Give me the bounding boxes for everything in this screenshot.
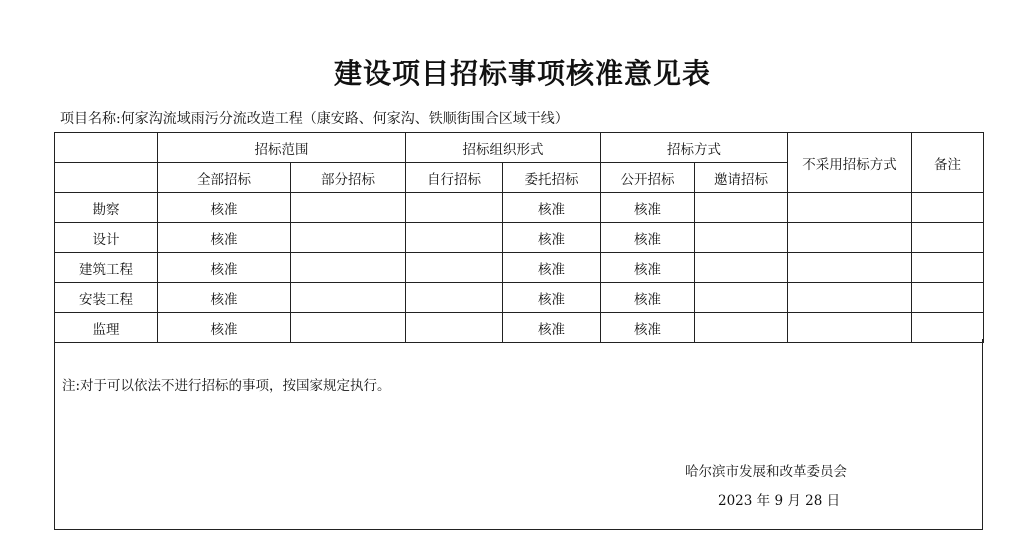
document-title: 建设项目招标事项核准意见表 (333, 57, 711, 90)
table-row (55, 313, 984, 343)
cell-remarks (912, 193, 984, 223)
table-row (55, 253, 984, 283)
cell-invited (695, 313, 788, 343)
cell-full: 核准 (158, 313, 291, 343)
header-invited: 邀请招标 (695, 163, 788, 193)
cell-remarks (912, 313, 984, 343)
cell-partial (291, 283, 406, 313)
header-remarks: 备注 (912, 133, 984, 193)
cell-no-bidding (788, 313, 912, 343)
cell-no-bidding (788, 253, 912, 283)
project-name: 项目名称:何家沟流域雨污分流改造工程（康安路、何家沟、铁顺街围合区域干线） (60, 111, 569, 127)
row-label: 建筑工程 (55, 253, 158, 283)
cell-full: 核准 (158, 223, 291, 253)
cell-entrusted: 核准 (503, 193, 601, 223)
cell-full: 核准 (158, 283, 291, 313)
corner-cell (55, 133, 158, 163)
cell-full: 核准 (158, 193, 291, 223)
cell-full: 核准 (158, 253, 291, 283)
cell-remarks (912, 223, 984, 253)
header-method: 招标方式 (601, 133, 788, 163)
header-scope: 招标范围 (158, 133, 406, 163)
cell-partial (291, 313, 406, 343)
header-full: 全部招标 (158, 163, 291, 193)
header-self: 自行招标 (406, 163, 503, 193)
cell-self (406, 253, 503, 283)
approval-table (54, 132, 984, 343)
cell-entrusted: 核准 (503, 313, 601, 343)
cell-no-bidding (788, 283, 912, 313)
issue-date: 2023 年 9 月 28 日 (718, 493, 841, 509)
cell-no-bidding (788, 193, 912, 223)
header-partial: 部分招标 (291, 163, 406, 193)
cell-invited (695, 193, 788, 223)
cell-open: 核准 (601, 313, 695, 343)
cell-entrusted: 核准 (503, 283, 601, 313)
cell-invited (695, 223, 788, 253)
table-body (55, 133, 984, 343)
cell-self (406, 313, 503, 343)
cell-remarks (912, 283, 984, 313)
issuer-name: 哈尔滨市发展和改革委员会 (685, 464, 847, 480)
corner-cell-lower (55, 163, 158, 193)
note-text: 注:对于可以依法不进行招标的事项，按国家规定执行。 (62, 378, 391, 394)
cell-open: 核准 (601, 283, 695, 313)
row-label: 勘察 (55, 193, 158, 223)
cell-open: 核准 (601, 223, 695, 253)
row-label: 安装工程 (55, 283, 158, 313)
header-row-1 (55, 133, 984, 163)
note-section (54, 339, 983, 530)
cell-open: 核准 (601, 253, 695, 283)
cell-self (406, 193, 503, 223)
table-row (55, 223, 984, 253)
table-row (55, 193, 984, 223)
cell-self (406, 283, 503, 313)
cell-invited (695, 253, 788, 283)
row-label: 设计 (55, 223, 158, 253)
cell-entrusted: 核准 (503, 223, 601, 253)
cell-no-bidding (788, 223, 912, 253)
table-row (55, 283, 984, 313)
cell-open: 核准 (601, 193, 695, 223)
cell-entrusted: 核准 (503, 253, 601, 283)
cell-partial (291, 223, 406, 253)
cell-self (406, 223, 503, 253)
header-open: 公开招标 (601, 163, 695, 193)
cell-partial (291, 253, 406, 283)
header-organization: 招标组织形式 (406, 133, 601, 163)
cell-partial (291, 193, 406, 223)
cell-invited (695, 283, 788, 313)
row-label: 监理 (55, 313, 158, 343)
header-no-bidding: 不采用招标方式 (788, 133, 912, 193)
header-entrusted: 委托招标 (503, 163, 601, 193)
cell-remarks (912, 253, 984, 283)
